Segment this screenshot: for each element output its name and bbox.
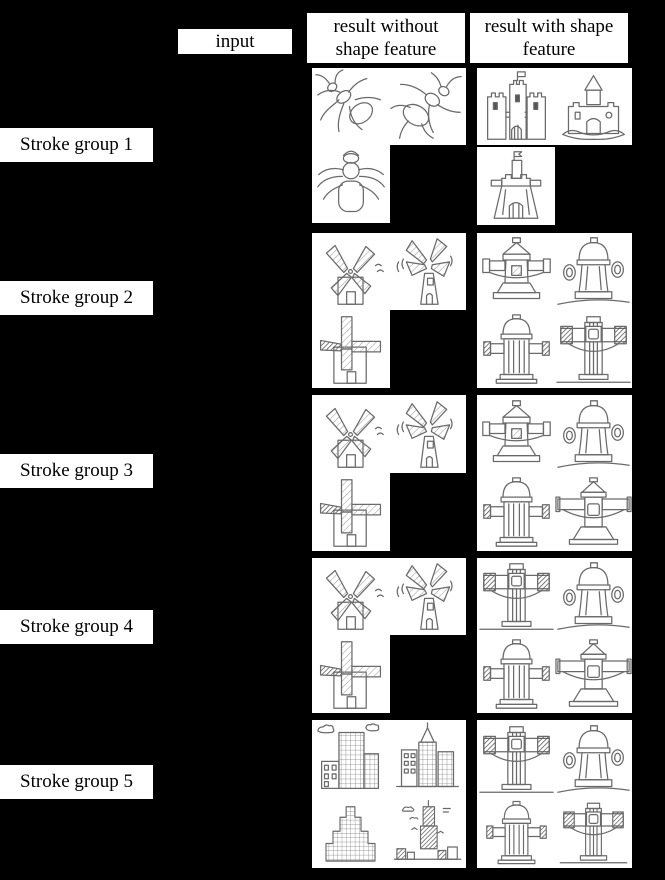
input-column-header: input <box>178 29 292 54</box>
result-panel-without-4-top <box>312 558 466 635</box>
result-panel-without-3-top <box>312 395 466 473</box>
row-label-stroke-group-3: Stroke group 3 <box>0 454 153 488</box>
hydrant-tcross-sketch <box>555 311 632 388</box>
hydrant-dome-sketch <box>555 396 632 473</box>
windmill-cross-sketch <box>313 636 389 712</box>
building-dark-sketch <box>389 798 466 868</box>
result-panel-without-5-bottom <box>312 798 466 868</box>
beetle-sketch <box>313 146 389 222</box>
hydrant-ribbed-sketch <box>478 474 555 551</box>
building-spire-sketch <box>389 721 466 798</box>
windmill-sketch-2 <box>389 558 466 635</box>
hydrant-dome-sketch <box>555 721 632 798</box>
result-panel-without-4-bottom <box>312 635 390 713</box>
hydrant-pipes-sketch <box>555 474 632 551</box>
windmill-sketch-2 <box>389 233 466 310</box>
building-deco-sketch <box>312 798 389 868</box>
result-panel-without-1-bottom <box>312 145 390 223</box>
result-panel-without-3-bottom <box>312 473 390 551</box>
windmill-cross-sketch <box>313 474 389 550</box>
without-column-header: result without shape feature <box>307 13 465 63</box>
castle-sketch <box>478 68 555 145</box>
hydrant-dome-sketch <box>555 558 632 635</box>
hydrant-ribbed-sketch <box>478 636 555 713</box>
windmill-sketch-1 <box>312 396 389 473</box>
hydrant-tcross-sketch <box>478 558 555 635</box>
ant-sketch-2 <box>389 68 466 145</box>
hydrant-ribbed-sketch <box>478 798 555 868</box>
result-panel-with-4-bottom <box>477 635 632 713</box>
row-label-stroke-group-1: Stroke group 1 <box>0 128 153 162</box>
hydrant-ribbed-sketch <box>478 311 555 388</box>
result-panel-with-3-top <box>477 395 632 473</box>
result-panel-without-2-bottom <box>312 310 390 388</box>
result-panel-with-5-top <box>477 720 632 798</box>
windmill-sketch-2 <box>389 396 466 473</box>
building-grid-sketch <box>312 721 389 798</box>
result-panel-with-5-bottom <box>477 798 632 868</box>
result-panel-with-1-top <box>477 68 632 145</box>
sandcastle-sketch <box>555 68 632 145</box>
windmill-sketch-1 <box>312 233 389 310</box>
windmill-cross-sketch <box>313 311 389 387</box>
row-label-stroke-group-2: Stroke group 2 <box>0 281 153 315</box>
result-panel-without-5-top <box>312 720 466 798</box>
hydrant-pointed-sketch <box>478 396 555 473</box>
hydrant-tcross-sketch <box>555 798 632 868</box>
row-label-stroke-group-4: Stroke group 4 <box>0 610 153 644</box>
result-panel-without-2-top <box>312 233 466 310</box>
result-panel-with-2-bottom <box>477 310 632 388</box>
row-label-stroke-group-5: Stroke group 5 <box>0 765 153 799</box>
result-panel-with-1-bottom <box>477 147 555 225</box>
result-panel-with-4-top <box>477 558 632 635</box>
hydrant-pointed-sketch <box>478 233 555 310</box>
hydrant-tcross-sketch <box>478 721 555 798</box>
hydrant-pipes-sketch <box>555 636 632 713</box>
ant-sketch-1 <box>312 68 389 145</box>
castle-tower-sketch <box>478 148 554 224</box>
result-panel-with-2-top <box>477 233 632 310</box>
result-panel-with-3-bottom <box>477 473 632 551</box>
result-panel-without-1-top <box>312 68 466 145</box>
windmill-sketch-1 <box>312 558 389 635</box>
with-column-header: result with shape feature <box>470 13 628 63</box>
hydrant-dome-sketch <box>555 233 632 310</box>
